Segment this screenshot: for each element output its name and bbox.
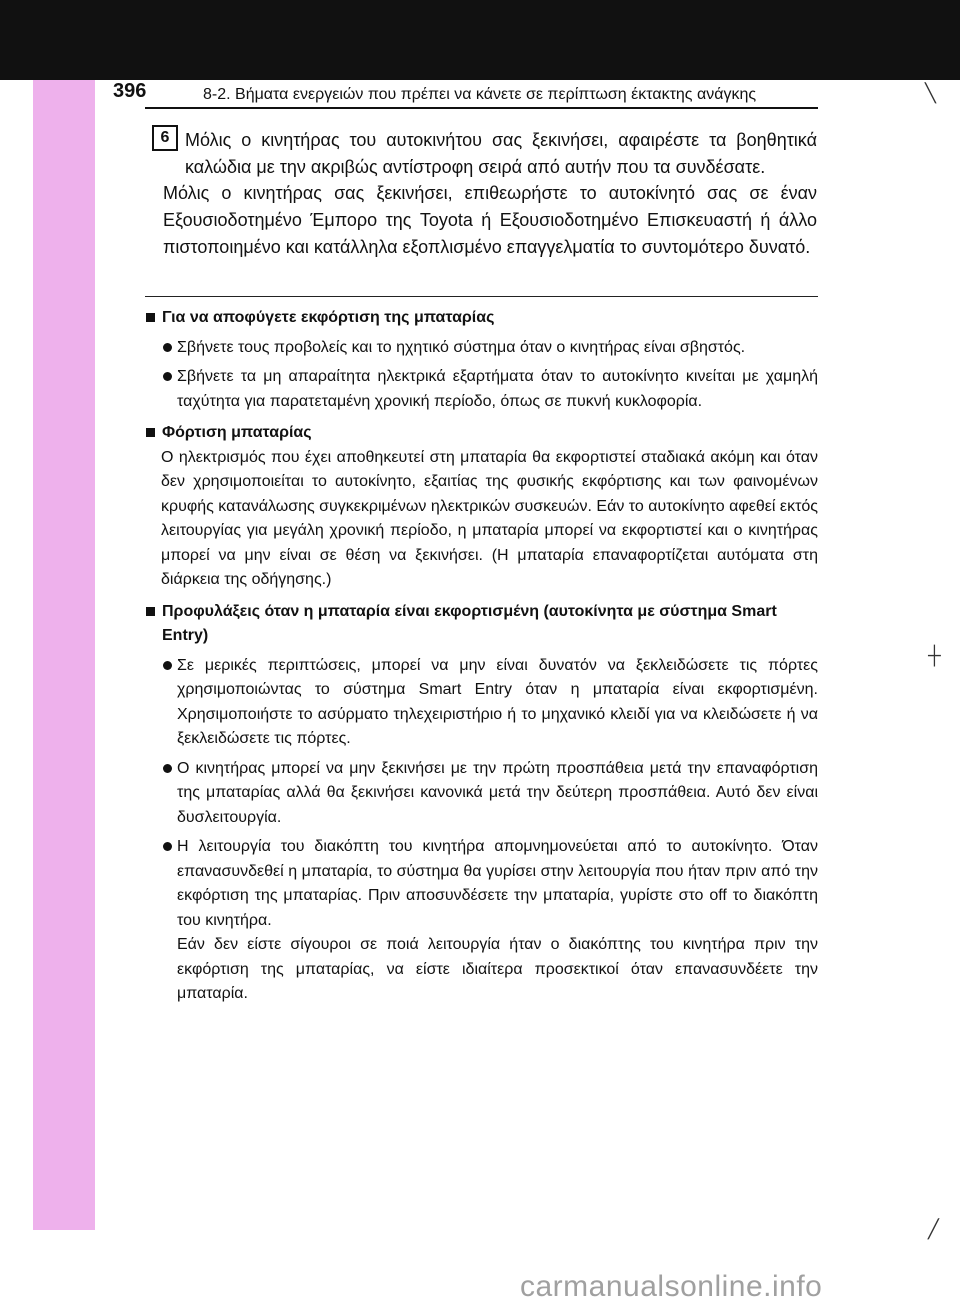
section-smart-entry-precautions [144, 600, 818, 1007]
crop-mark-icon: ┼ [928, 645, 941, 665]
round-bullet-icon [163, 842, 172, 851]
section-heading: Φόρτιση μπαταρίας [162, 424, 312, 441]
list-item: Ο κινητήρας μπορεί να μην ξεκινήσει με την πρώτη προσπάθεια μετά την επαναφόρτιση της μπαταρίας αλλά θα ξεκινήσει κανονικά μετά την δεύτερη προσπάθεια. Αυτό δεν είναι δυσλειτουργία. [144, 757, 818, 831]
step-number-box: 6 [152, 125, 178, 151]
main-paragraph: Μόλις ο κινητήρας σας ξεκινήσει, επιθεωρήστε το αυτοκίνητό σας σε έναν Εξουσιοδοτημένο Έμπορο της Toyota ή Εξουσιοδοτημένο Επισκευαστή ή άλλο πιστοποιημένο και κατάλληλα εξοπλισμένο επαγγελματία το συντομότερο δυνατό. [163, 183, 817, 257]
watermark: carmanualsonline.info [520, 1270, 823, 1303]
top-bar [0, 0, 960, 80]
section-divider [145, 296, 818, 297]
list-item: Σβήνετε τα μη απαραίτητα ηλεκτρικά εξαρτήματα όταν το αυτοκίνητο κινείται με χαμηλή ταχύτητα για παρατεταμένη χρονική περίοδο, όπως σε πυκνή κυκλοφορία. [144, 365, 818, 414]
section-heading: Για να αποφύγετε εκφόρτιση της μπαταρίας [162, 309, 495, 326]
chapter-sidebar-tab [33, 80, 95, 1230]
header-rule [145, 107, 818, 109]
round-bullet-icon [163, 764, 172, 773]
page-number: 396 [113, 80, 147, 102]
list-item: Σε μερικές περιπτώσεις, μπορεί να μην είναι δυνατόν να ξεκλειδώσετε τις πόρτες χρησιμοποιώντας το σύστημα Smart Entry όταν η μπαταρία είναι εκφορτισμένη. Χρησιμοποιήστε το ασύρματο τηλεχειριστήριο ή το μηχανικό κλειδί για να κλειδώσετε ή να ξεκλειδώσετε τις πόρτες. [144, 654, 818, 752]
section-body: Ο ηλεκτρισμός που έχει αποθηκευτεί στη μπαταρία θα εκφορτιστεί σταδιακά ακόμη και όταν δεν χρησιμοποιείται το αυτοκίνητο, εξαιτίας της φυσικής εκφόρτισης και των φαινομένων κρυφής κατανάλωσης συγκεκριμένων ηλεκτρικών συσκευών. Εάν το αυτοκίνητο αφεθεί εκτός λειτουργίας για μεγάλη χρονική περίοδο, η μπαταρία μπορεί να εκφορτιστεί και ο κινητήρας μπορεί να μην είναι σε θέση να ξεκινήσει. (Η μπαταρία επαναφορτίζεται αυτόματα στη διάρκεια της οδήγησης.) [161, 448, 818, 588]
list-item: Η λειτουργία του διακόπτη του κινητήρα απομνημονεύεται από το αυτοκίνητο. Όταν επανασυνδεθεί η μπαταρία, το σύστημα θα γυρίσει στην λειτουργία που ήταν πριν από την εκφόρτιση της μπαταρίας. Πριν αποσυνδέσετε την μπαταρία, γυρίστε στο off το διακόπτη του κινητήρα. Εάν δεν είστε σίγουροι σε ποιά λειτουργία ήταν ο διακόπτης του κινητήρα πριν την εκφόρτιση της μπαταρίας, να είστε ιδιαίτερα προσεκτικοί όταν επανασυνδέετε την μπαταρία. [144, 835, 818, 1007]
section-battery-discharge [144, 306, 818, 414]
section-heading: Προφυλάξεις όταν η μπαταρία είναι εκφορτισμένη (αυτοκίνητα με σύστημα Smart Entry) [162, 602, 777, 644]
square-bullet-icon [146, 428, 155, 437]
step-text: Μόλις ο κινητήρας του αυτοκινήτου σας ξεκινήσει, αφαιρέστε τα βοηθητικά καλώδια με την ακριβώς αντίστροφη σειρά από αυτήν που τα συνδέσατε. [185, 130, 817, 177]
crop-mark-icon: ╲ [925, 83, 936, 103]
round-bullet-icon [163, 343, 172, 352]
square-bullet-icon [146, 313, 155, 322]
round-bullet-icon [163, 661, 172, 670]
square-bullet-icon [146, 607, 155, 616]
chapter-header-title: 8-2. Βήματα ενεργειών που πρέπει να κάνετε σε περίπτωση έκτακτης ανάγκης [203, 86, 757, 103]
crop-mark-icon: ╱ [928, 1219, 939, 1239]
section-battery-charging [144, 421, 818, 593]
round-bullet-icon [163, 372, 172, 381]
notes-content [144, 306, 818, 1007]
list-item: Σβήνετε τους προβολείς και το ηχητικό σύστημα όταν ο κινητήρας είναι σβηστός. [144, 336, 818, 361]
